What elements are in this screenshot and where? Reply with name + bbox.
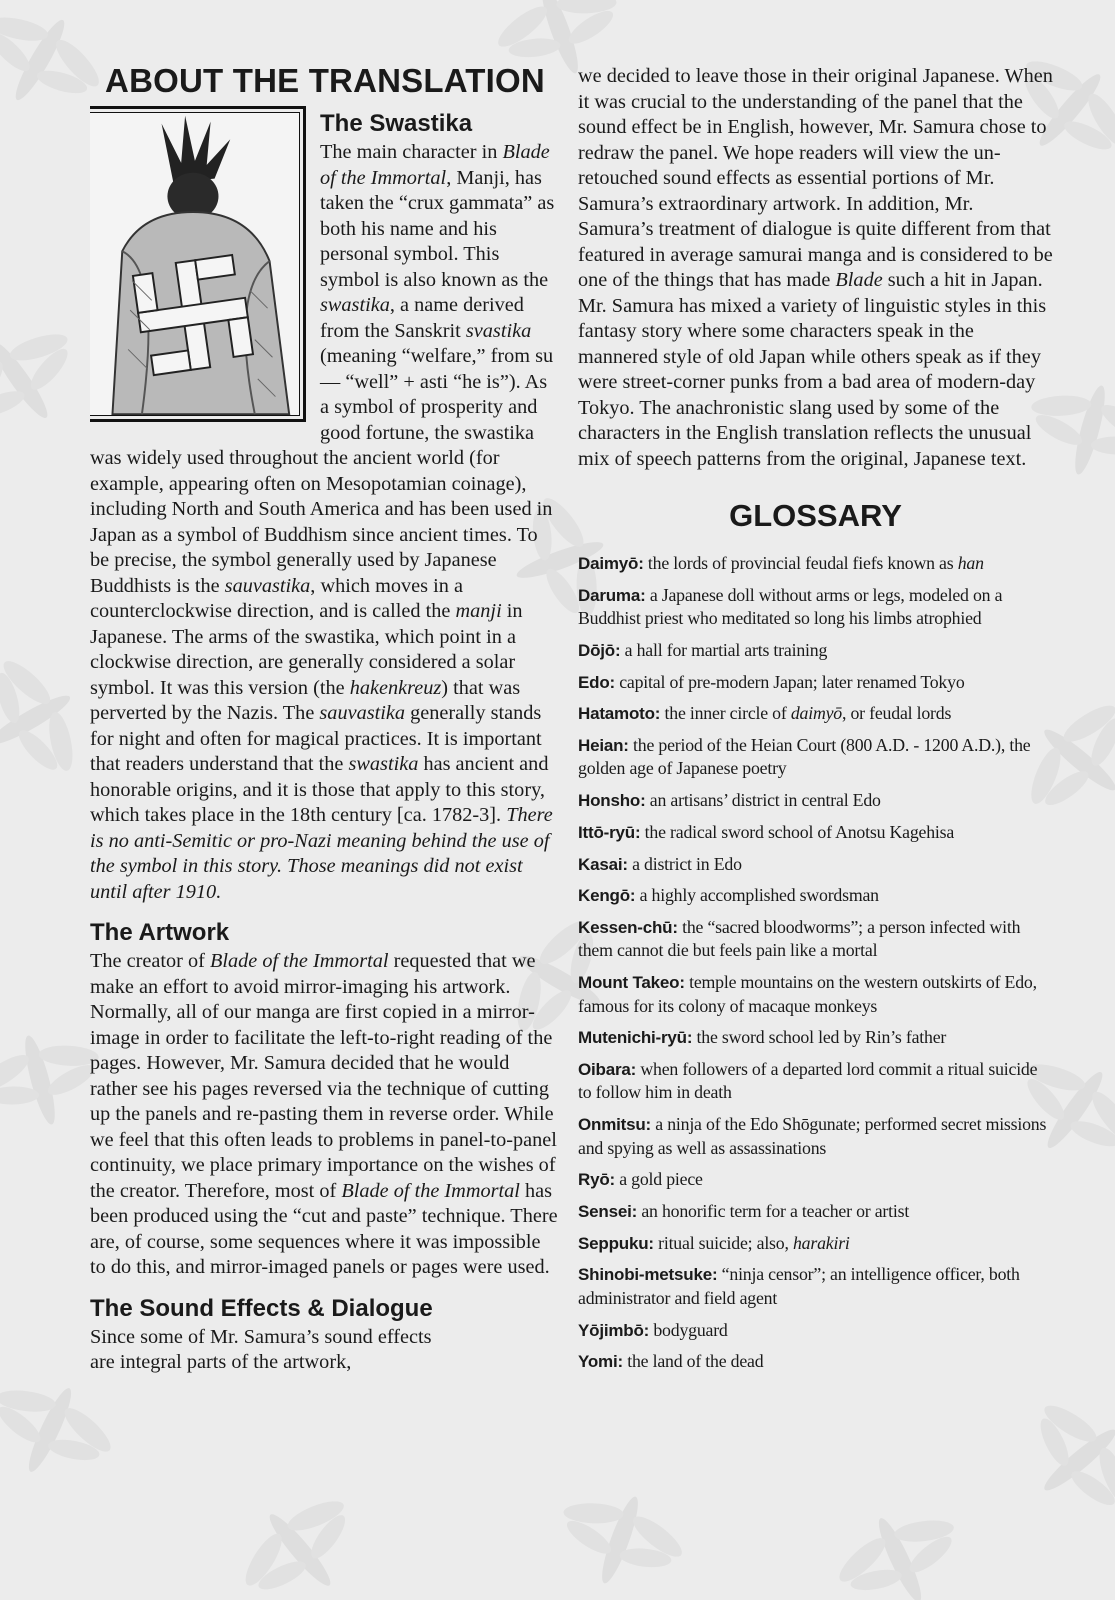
artwork-heading: The Artwork (90, 919, 230, 946)
swastika-heading: The Swastika (320, 110, 473, 137)
text-run: an artisans’ district in central Edo (645, 790, 881, 811)
text-run: “ninja censor”; an intelligence officer, both administrator and field agent (578, 1264, 1020, 1308)
glossary-entry (578, 1026, 1053, 1050)
text-run: The creator of (90, 950, 210, 972)
text-run: the sword school led by Rin’s father (692, 1027, 947, 1048)
text-run: requested that we make an effort to avoid mirror-imaging his artwork. Normally, all of our manga are first copied in a mirror-image in order to facilitate the left-to-right reading of the pages. However, Mr. Samura decided that he would rather see his pages reversed via the technique of cutting up the panels and re-pasting them in reverse order. While we feel that this often leads to problems in panel-to-panel continuity, we place primary importance on the wishes of the creator. Therefore, most of (90, 950, 557, 1202)
glossary-definition (637, 1201, 909, 1221)
glossary-definition (654, 1233, 850, 1253)
artwork-paragraph (90, 949, 560, 1281)
text-run: a gold piece (614, 1169, 703, 1190)
text-run: ritual suicide; also, (653, 1232, 793, 1253)
right-column (578, 64, 1053, 1382)
text-run: has ancient and honorable origins, and it is those that apply to this story, which takes place in the 18th century [ca. 1782-3]. (90, 753, 549, 826)
text-run: the “sacred bloodworms”; a person infected with them cannot die but feels pain like a mortal (578, 916, 1021, 961)
text-run: in Japanese. The arms of the swastika, which point in a clockwise direction, are generally considered a solar symbol. It was this version (the (90, 600, 523, 699)
text-run: The main character in (320, 141, 503, 163)
italic-text: Blade (835, 269, 883, 291)
glossary-entry (578, 971, 1053, 1018)
glossary-definition (640, 822, 954, 842)
glossary-entry (578, 853, 1053, 877)
text-run: , which moves in a counterclockwise direction, and is called the (90, 574, 463, 622)
text-run: the radical sword school of Anotsu Kagehisa (640, 821, 955, 842)
text-run: temple mountains on the western outskirts of Edo, famous for its colony of macaque monkeys (578, 972, 1037, 1016)
italic-text: Blade of the Immortal (341, 1179, 520, 1202)
italic-text: Blade of the Immortal (320, 141, 550, 189)
glossary-term: Shinobi-metsuke: (578, 1265, 718, 1285)
glossary-term: Yōjimbō: (578, 1320, 650, 1340)
left-column (90, 62, 560, 1376)
glossary-entry (578, 916, 1053, 963)
glossary-term: Onmitsu: (578, 1115, 652, 1135)
glossary-term: Sensei: (578, 1202, 638, 1221)
glossary-term: Kengō: (578, 886, 636, 906)
glossary-definition (628, 854, 742, 874)
text-run: the land of the dead (622, 1351, 764, 1372)
glossary-entry (578, 1232, 1053, 1256)
text-run: capital of pre-modern Japan; later renamed Tokyo (614, 671, 965, 692)
glossary-term: Mutenichi-ryū: (578, 1028, 693, 1048)
text-run: , or feudal lords (842, 703, 952, 724)
text-run: a ninja of the Edo Shōgunate; performed secret missions and spying as well as assassinations (578, 1114, 1047, 1158)
italic-text: sauvastika (319, 702, 406, 724)
text-run: the inner circle of (660, 703, 791, 724)
text-run: (meaning “welfare,” from su — “well” + asti “he is”). As a symbol of prosperity and good fortune, the swastika was widely used throughout the ancient world (for example, appearing often on Mesopotamian coinage), including North and South America and has been used in Japan as a symbol of Buddhism since ancient times. To be precise, the symbol generally used by Japanese Buddhists is the (90, 345, 554, 597)
text-run: a Japanese doll without arms or legs, modeled on a Buddhist priest who meditated so long his limbs atrophied (578, 584, 1003, 629)
glossary-definition (649, 1320, 728, 1340)
italic-text: swastika (348, 753, 419, 775)
italic-text: han (957, 553, 984, 573)
glossary-definition (578, 735, 1031, 779)
italic-text: harakiri (792, 1232, 850, 1253)
glossary-definition (635, 885, 878, 905)
glossary-term: Yomi: (578, 1352, 623, 1372)
glossary-term: Daruma: (578, 585, 646, 605)
glossary-term: Edo: (578, 672, 615, 692)
italic-text: manji (455, 600, 502, 622)
glossary-definition (646, 790, 881, 810)
glossary-definition (623, 1351, 763, 1371)
text-run: bodyguard (649, 1319, 728, 1340)
glossary-title: GLOSSARY (729, 498, 902, 533)
text-run: we decided to leave those in their original Japanese. When it was crucial to the understanding of the panel that the sound effect be in English, however, Mr. Samura chose to redraw the panel. We hope readers will view the un-retouched sound effects as essential portions of Mr. Samura’s extraordinary artwork. In addition, Mr. Samura’s treatment of dialogue is quite different from that featured in average samurai manga and is considered to be one of the things that has made (578, 65, 1053, 291)
italic-text: sauvastika (224, 574, 311, 597)
glossary-entry (578, 639, 1053, 663)
glossary-entry (578, 702, 1053, 726)
page-title: ABOUT THE TRANSLATION (105, 62, 545, 99)
glossary-entry (578, 1058, 1053, 1105)
glossary-entry (578, 671, 1053, 695)
glossary-definition (620, 640, 827, 660)
glossary-definition (578, 1059, 1037, 1103)
glossary-term: Kasai: (578, 854, 628, 874)
glossary-definition (615, 1169, 703, 1189)
italic-text: daimyō (790, 703, 842, 724)
glossary-entry (578, 1350, 1053, 1374)
manji-drawing (90, 113, 299, 415)
italic-text: hakenkreuz (349, 676, 442, 699)
swastika-section (90, 104, 560, 905)
text-run: such a hit in Japan. Mr. Samura has mixed a variety of linguistic styles in this fantasy story where some characters speak in the mannered style of old Japan while others speak as if they were street-corner punks from a bad area of modern-day Tokyo. The anachronistic slang used by some of the characters in the English translation reflects the unusual mix of speech patterns from the original, Japanese text. (578, 269, 1047, 470)
glossary-term: Oibara: (578, 1059, 637, 1079)
glossary-definition (692, 1027, 946, 1047)
text-run: the period of the Heian Court (800 A.D. - 1200 A.D.), the golden age of Japanese poetry (578, 734, 1031, 779)
text-run: ) that was perverted by the Nazis. The (90, 676, 521, 724)
sound-effects-heading: The Sound Effects & Dialogue (90, 1294, 433, 1322)
text-run: a district in Edo (627, 853, 742, 874)
glossary-entry (578, 1319, 1053, 1343)
italic-text: Blade of the Immortal (209, 950, 389, 972)
text-run: , a name derived from the Sanskrit (320, 294, 524, 342)
glossary-entry (578, 884, 1053, 908)
glossary-term: Ryō: (578, 1170, 615, 1190)
text-run: has been produced using the “cut and paste” technique. There are, of course, some sequences where it was impossible to do this, and mirror-imaged panels or pages were used. (90, 1179, 558, 1278)
glossary-entry (578, 789, 1053, 813)
sound-effects-paragraph-continued (578, 64, 1053, 472)
glossary-term: Ittō-ryū: (578, 822, 641, 842)
text-run: a hall for martial arts training (620, 639, 828, 660)
glossary-term: Kessen-chū: (578, 917, 678, 937)
italic-text: There is no anti-Semitic or pro-Nazi meaning behind the use of the symbol in this story. Those meanings did not exist until after 1910. (90, 804, 553, 903)
glossary-list (578, 552, 1053, 1374)
glossary-term: Seppuku: (578, 1233, 654, 1253)
glossary-definition (644, 553, 984, 573)
text-run: when followers of a departed lord commit a ritual suicide to follow him in death (578, 1058, 1038, 1103)
glossary-term: Hatamoto: (578, 704, 661, 724)
glossary-term: Daimyō: (578, 554, 644, 573)
text-run: , Manji, has taken the “crux gammata” as both his name and his personal symbol. This symbol is also known as the (320, 166, 555, 291)
manji-illustration (90, 106, 306, 422)
glossary-entry (578, 552, 1053, 576)
glossary-entry (578, 584, 1053, 631)
italic-text: swastika (320, 294, 390, 316)
glossary-entry (578, 1200, 1053, 1224)
text-run: a highly accomplished swordsman (635, 885, 879, 906)
glossary-term: Dōjō: (578, 640, 621, 660)
glossary-term: Mount Takeo: (578, 973, 685, 993)
glossary-entry (578, 821, 1053, 845)
glossary-entry (578, 1168, 1053, 1192)
glossary-entry (578, 1113, 1053, 1160)
glossary-definition (660, 703, 951, 723)
glossary-term: Heian: (578, 735, 629, 755)
glossary-term: Honsho: (578, 791, 646, 811)
glossary-entry (578, 1263, 1053, 1310)
italic-text: svastika (465, 319, 532, 342)
glossary-definition (615, 672, 965, 692)
text-run: the lords of provincial feudal fiefs known as (643, 553, 958, 573)
sound-effects-paragraph-start: Since some of Mr. Samura’s sound effects are integral parts of the artwork, (90, 1325, 432, 1373)
glossary-entry (578, 734, 1053, 781)
text-run: generally stands for night and often for magical practices. It is important that readers understand that the (90, 702, 542, 775)
text-run: an honorific term for a teacher or artist (637, 1201, 910, 1221)
